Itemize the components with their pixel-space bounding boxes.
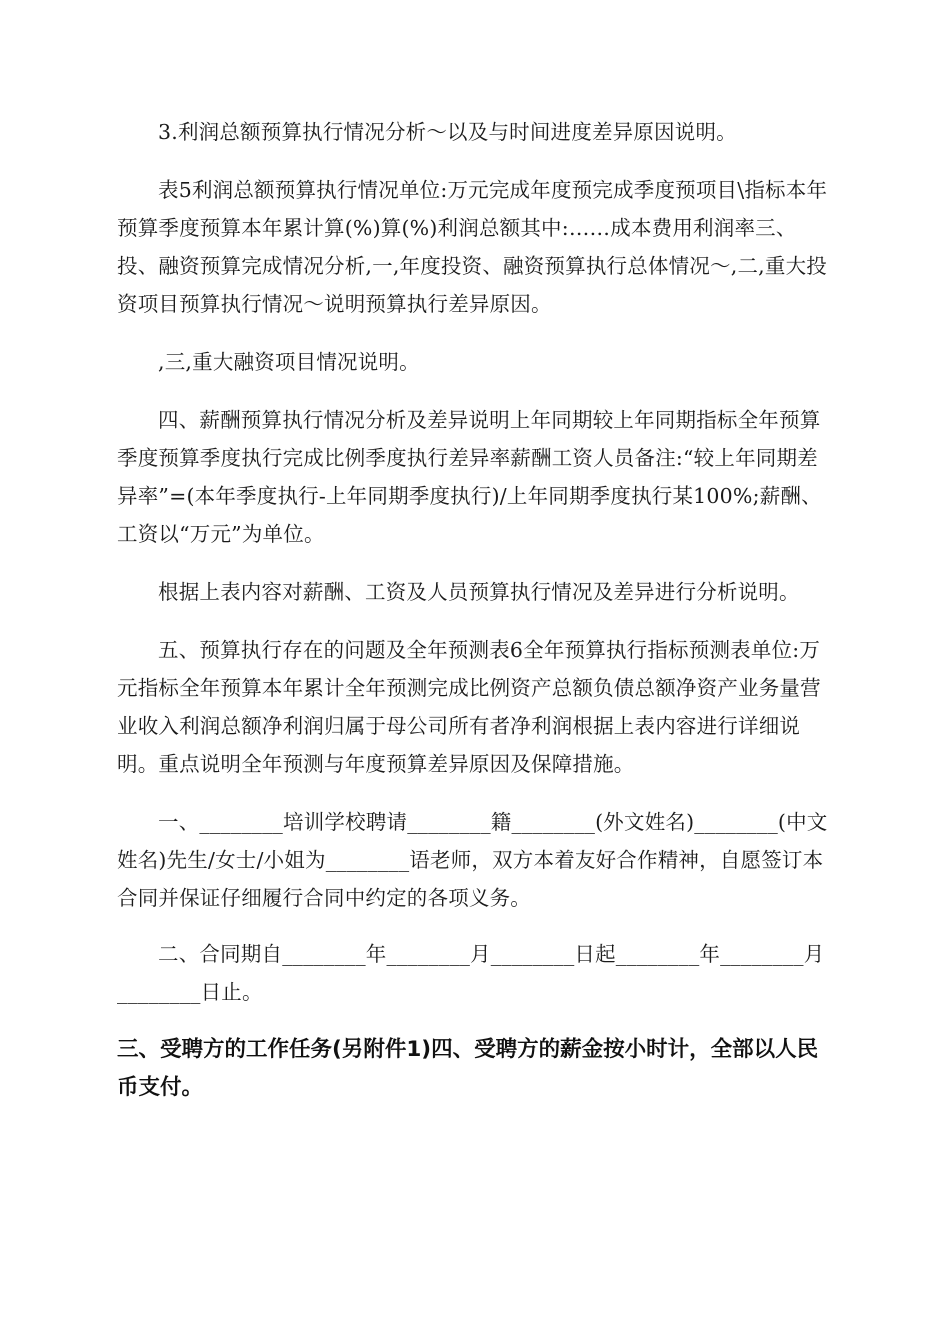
- paragraph-table5-description: 表5利润总额预算执行情况单位:万元完成年度预完成季度预项目\指标本年预算季度预算本年累计算(%)算(%)利润总额其中:……成本费用利润率三、投、融资预算完成情况分析,一,年度投资、融资预算执行总体情况～,二,重大投资项目预算执行情况～说明预算执行差异原因。: [117, 178, 828, 316]
- paragraph-forecast: 五、预算执行存在的问题及全年预测表6全年预算执行指标预测表单位:万元指标全年预算本年累计全年预测完成比例资产总额负债总额净资产业务量营业收入利润总额净利润归属于母公司所有者净利润根据上表内容进行详细说明。重点说明全年预测与年度预算差异原因及保障措施。: [117, 638, 821, 776]
- paragraph-contract-parties: 一、________培训学校聘请________籍________(外文姓名)________(中文姓名)先生/女士/小姐为________语老师，双方本着友好合作精神，自愿签订本合同并保证仔细履行合同中约定的各项义务。: [117, 810, 828, 910]
- paragraph-salary-explanation: 根据上表内容对薪酬、工资及人员预算执行情况及差异进行分析说明。: [158, 580, 800, 604]
- document-body: [117, 113, 833, 1107]
- paragraph-financing-projects: ,三,重大融资项目情况说明。: [158, 350, 420, 374]
- paragraph-work-tasks-bold: 三、受聘方的工作任务(另附件1)四、受聘方的薪金按小时计，全部以人民币支付。: [117, 1037, 819, 1100]
- paragraph-profit-analysis: 3.利润总额预算执行情况分析～以及与时间进度差异原因说明。: [158, 120, 737, 144]
- paragraph-salary-analysis: 四、薪酬预算执行情况分析及差异说明上年同期较上年同期指标全年预算季度预算季度执行完成比例季度执行差异率薪酬工资人员备注:“较上年同期差异率”=(本年季度执行-上年同期季度执行)/上年同期季度执行某100%;薪酬、工资以“万元”为单位。: [117, 408, 822, 546]
- paragraph-contract-period: 二、合同期自________年________月________日起________年________月________日止。: [117, 942, 825, 1004]
